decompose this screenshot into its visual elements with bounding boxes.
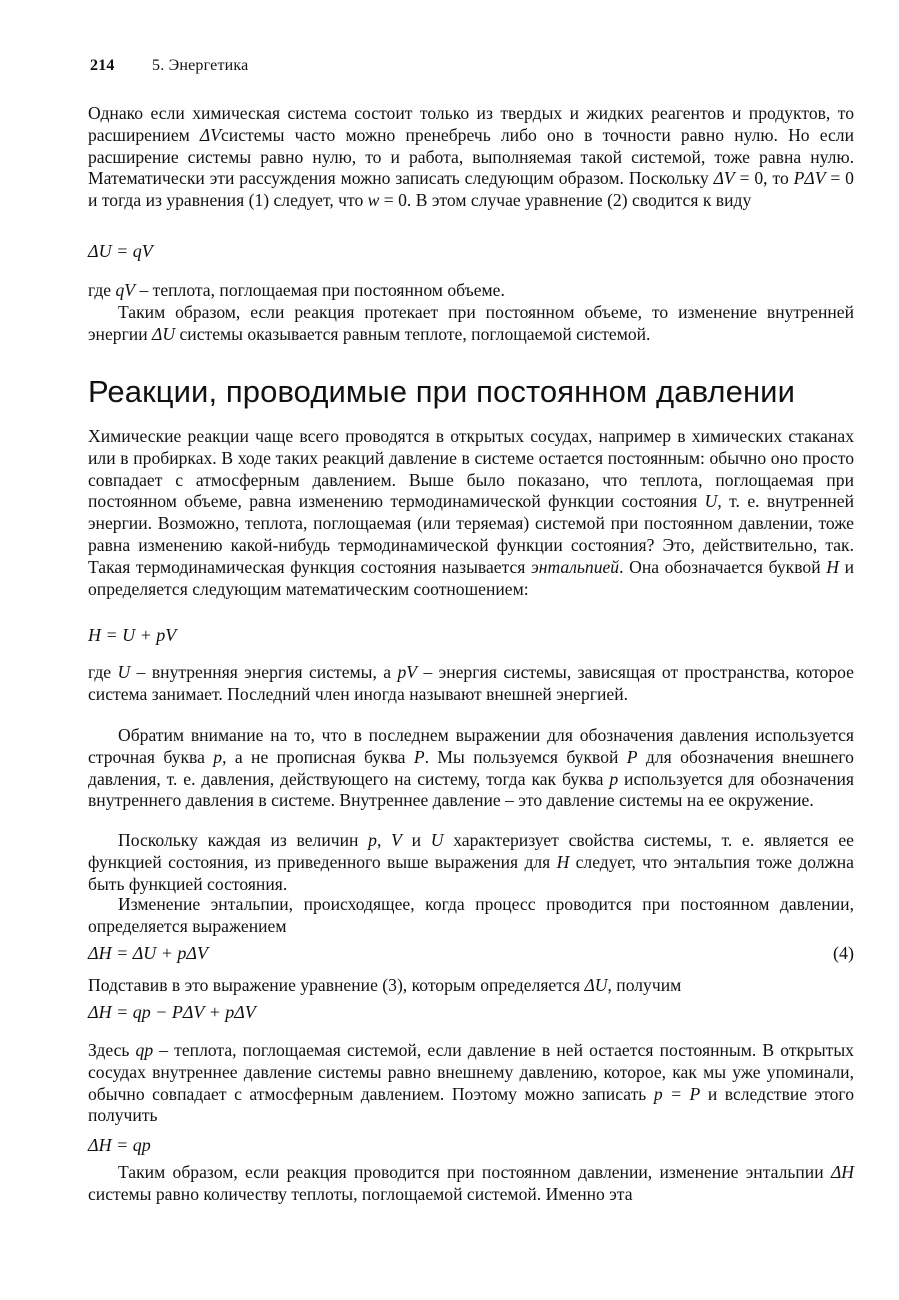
paragraph-11: Таким образом, если реакция проводится при постоянном давлении, изменение энтальпии ΔH системы равно количеству теплоты, поглощаемой системой. Именно эта <box>88 1162 854 1204</box>
paragraph-7: Поскольку каждая из величин p, V и U характеризует свойства системы, т. е. является ее функцией состояния, из приведенного выше выражения для H следует, что энтальпия тоже должна быть функцией состояния. <box>88 830 854 894</box>
equation-3: ΔH = ΔU + pΔV (4) <box>88 943 854 963</box>
term-enthalpy: энтальпией <box>531 556 620 577</box>
equation-1: ΔU = qV <box>88 241 153 261</box>
running-header <box>90 57 248 75</box>
paragraph-3: Таким образом, если реакция протекает при постоянном объеме, то изменение внутренней энергии ΔU системы оказывается равным теплоте, поглощаемой системой. <box>88 302 854 344</box>
page-number: 214 <box>90 57 115 74</box>
paragraph-6: Обратим внимание на то, что в последнем выражении для обозначения давления используется строчная буква p, а не прописная буква P. Мы пользуемся буквой P для обозначения внешнего давления, т. е. давления, действующего на систему, тогда как буква p используется для обозначения внутреннего давления в системе. Внутреннее давление – это давление системы на ее окружение. <box>88 725 854 811</box>
paragraph-8: Изменение энтальпии, происходящее, когда процесс проводится при постоянном давлении, определяется выражением <box>88 894 854 936</box>
paragraph-2: где qV – теплота, поглощаемая при постоянном объеме. <box>88 280 505 300</box>
paragraph-5: где U – внутренняя энергия системы, а pV – энергия системы, зависящая от пространства, которое система занимает. Последний член иногда называют внешней энергией. <box>88 662 854 704</box>
paragraph-9: Подставив в это выражение уравнение (3), которым определяется ΔU, получим <box>88 975 682 995</box>
paragraph-10: Здесь qp – теплота, поглощаемая системой, если давление в ней остается постоянным. В открытых сосудах внутреннее давление системы равно внешнему давлению, которое, как мы уже упоминали, обычно совпадает с атмосферным давлением. Поэтому можно записать p = P и вследствие этого получить <box>88 1040 855 1126</box>
paragraph-1: Однако если химическая система состоит только из твердых и жидких реагентов и продуктов, то расширением ΔVсистемы часто можно пренебречь либо оно в точности равно нулю. Но если расширение системы равно нулю, то и работа, выполняемая такой системой, тоже равна нулю. Математически эти рассуждения можно записать следующим образом. Поскольку ΔV = 0, то PΔV = 0 и тогда из уравнения (1) следует, что w = 0. В этом случае уравнение (2) сводится к виду <box>88 103 855 211</box>
equation-4: ΔH = qp − PΔV + pΔV <box>88 1002 256 1022</box>
chapter-title: 5. Энергетика <box>152 57 249 74</box>
equation-5: ΔH = qp <box>88 1135 151 1155</box>
section-heading: Реакции, проводимые при постоянном давлении <box>88 374 796 409</box>
paragraph-4: Химические реакции чаще всего проводятся в открытых сосудах, например в химических стаканах или в пробирках. В ходе таких реакций давление в системе остается постоянным: обычно оно просто совпадает с атмосферным давлением. Выше было показано, что теплота, поглощаемая при постоянном объеме, равна изменению термодинамической функции состояния U, т. е. внутренней энергии. Возможно, теплота, поглощаемая (или теряемая) системой при постоянном давлении, тоже равна изменению какой-нибудь термодинамической функции состояния? Это, действительно, так. Такая термодинамическая функция состояния называется энтальпией. Она обозначается буквой H и определяется следующим математическим соотношением: <box>88 426 854 599</box>
equation-2: H = U + pV <box>88 625 177 645</box>
equation-number: (4) <box>833 943 854 963</box>
